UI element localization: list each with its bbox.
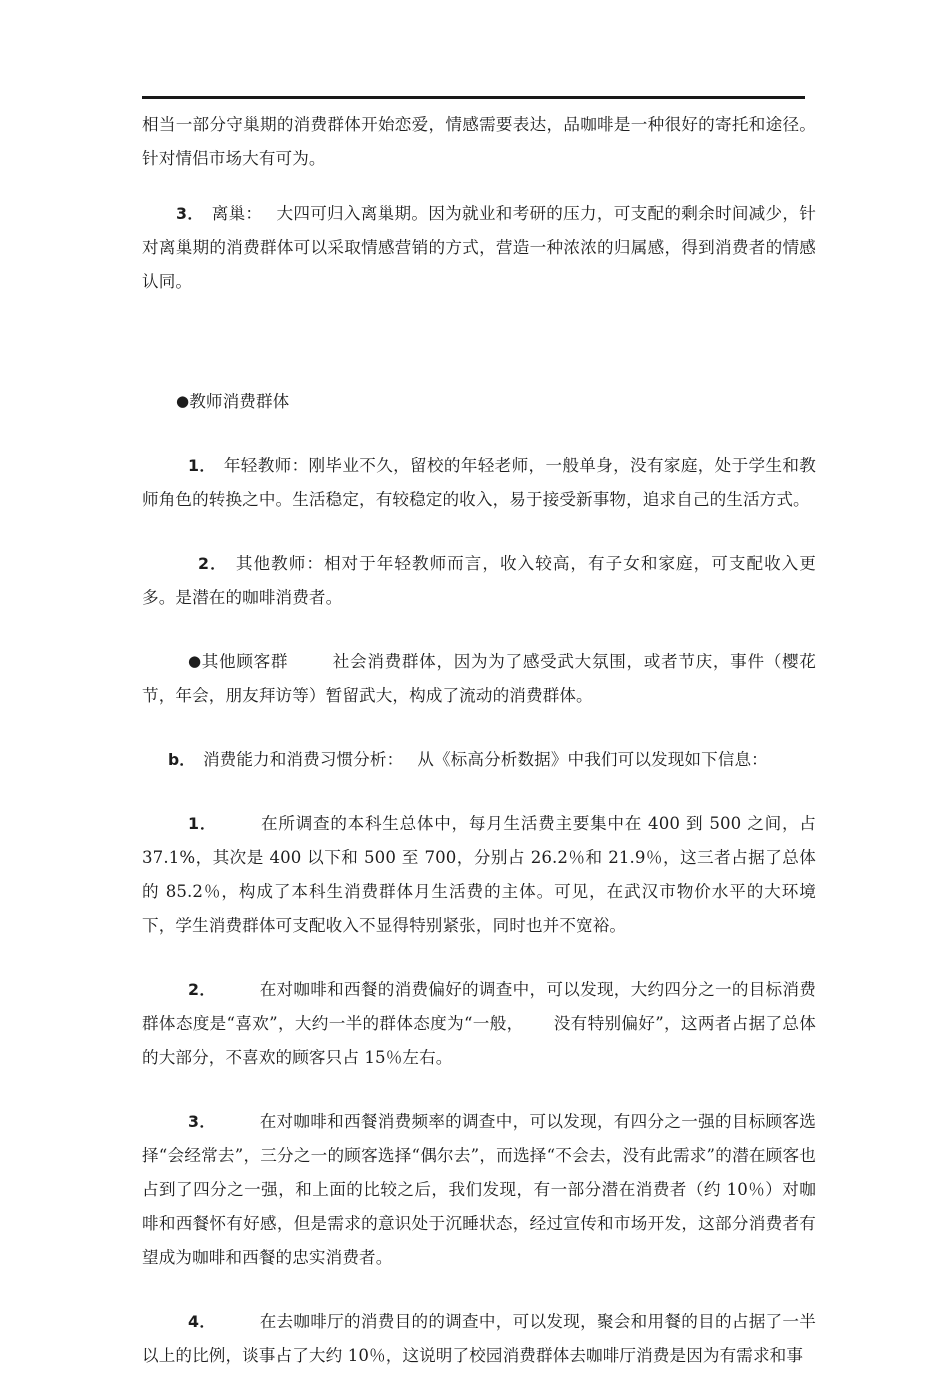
- bullet-icon-other: ●: [188, 652, 202, 670]
- finding-item-3-text: 在对咖啡和西餐消费频率的调查中，可以发现，有四分之一强的目标顾客选择“会经常去”，三分之一的顾客选择“偶尔去”，而选择“不会去，没有此需求”的潜在顾客也占到了四分之一强，和上面的比较之后，我们发现，有一部分潜在消费者（约 10％）对咖啡和西餐怀有好感，但是需求的意识处于沉睡状态，经过宣传和市场开发，这部分消费者有望成为咖啡和西餐的忠实消费者。: [142, 1112, 816, 1267]
- spacer: [142, 615, 816, 645]
- teacher-item-1: [142, 449, 816, 517]
- section-b-marker: b．: [168, 751, 195, 769]
- teacher-item-2-text: 其他教师：相对于年轻教师而言，收入较高，有子女和家庭，可支配收入更多。是潜在的咖啡消费者。: [142, 554, 816, 607]
- finding-item-3: [142, 1105, 816, 1275]
- heading-teacher-label: 教师消费群体: [189, 392, 290, 411]
- page-content: [142, 96, 816, 1373]
- bullet-icon: ●: [176, 392, 190, 410]
- section-b-title: 消费能力和消费习惯分析：: [202, 750, 404, 769]
- spacer-large: [142, 299, 816, 385]
- finding-marker-3: 3．: [188, 1112, 216, 1131]
- heading-other-label: 其他顾客群: [201, 652, 289, 671]
- finding-item-1: [142, 807, 816, 943]
- list-item-3-title: 离巢：: [211, 204, 263, 223]
- finding-marker-4: 4．: [188, 1312, 216, 1331]
- spacer: [142, 419, 816, 449]
- heading-teacher-group: [142, 385, 816, 419]
- list-marker-3: 3．: [176, 204, 204, 223]
- finding-item-4-text: 在去咖啡厅的消费目的的调查中，可以发现，聚会和用餐的目的占据了一半以上的比例，谈事占了大约 10％，这说明了校园消费群体去咖啡厅消费是因为有需求和事: [142, 1312, 816, 1365]
- spacer: [142, 777, 816, 807]
- finding-item-2-text-a: 在对咖啡和西餐的消费偏好的调查中，可以发现，大约四分之一的目标消费群体态度是“喜欢”，大约一半的群体态度为“一般，: [142, 980, 816, 1033]
- finding-item-2: [142, 973, 816, 1075]
- header-rule: [142, 96, 805, 99]
- spacer: [142, 943, 816, 973]
- section-b: [142, 743, 816, 777]
- finding-item-2-text-b: 没有特别偏好”，这两者占据了总体的大部分，不喜欢的顾客只占 15％左右。: [142, 1014, 816, 1067]
- paragraph-continued: 相当一部分守巢期的消费群体开始恋爱，情感需要表达，品咖啡是一种很好的寄托和途径。针对情侣市场大有可为。: [142, 115, 816, 168]
- teacher-marker-2: 2．: [198, 554, 228, 573]
- list-item-3-text: 大四可归入离巢期。因为就业和考研的压力，可支配的剩余时间减少，针对离巢期的消费群体可以采取情感营销的方式，营造一种浓浓的归属感，得到消费者的情感认同。: [142, 204, 816, 291]
- spacer: [142, 1075, 816, 1105]
- teacher-item-2: [142, 547, 816, 615]
- teacher-marker-1: 1．: [188, 456, 216, 475]
- finding-item-1-text: 在所调查的本科生总体中，每月生活费主要集中在 400 到 500 之间，占 37.1%，其次是 400 以下和 500 至 700，分别占 26.2％和 21.9％，这三者占据了总体的 85.2％，构成了本科生消费群体月生活费的主体。可见，在武汉市物价水平的大环境下，学生消费群体可支配收入不显得特别紧张，同时也并不宽裕。: [142, 814, 816, 935]
- spacer: [142, 517, 816, 547]
- finding-marker-1: 1．: [188, 814, 217, 833]
- finding-item-4: [142, 1305, 816, 1373]
- section-b-text: 从《标高分析数据》中我们可以发现如下信息：: [417, 750, 768, 769]
- spacer: [142, 713, 816, 743]
- other-customers-text: 社会消费群体，因为为了感受武大氛围，或者节庆，事件（樱花节，年会，朋友拜访等）暂留武大，构成了流动的消费群体。: [142, 652, 816, 705]
- list-item-3-liquan: [142, 197, 816, 299]
- heading-other-customers: [142, 645, 816, 713]
- finding-marker-2: 2．: [188, 980, 216, 999]
- teacher-item-1-text: 年轻教师：刚毕业不久，留校的年轻老师，一般单身，没有家庭，处于学生和教师角色的转换之中。生活稳定，有较稳定的收入，易于接受新事物，追求自己的生活方式。: [142, 456, 816, 509]
- spacer: [142, 1275, 816, 1305]
- spacer: [142, 176, 816, 197]
